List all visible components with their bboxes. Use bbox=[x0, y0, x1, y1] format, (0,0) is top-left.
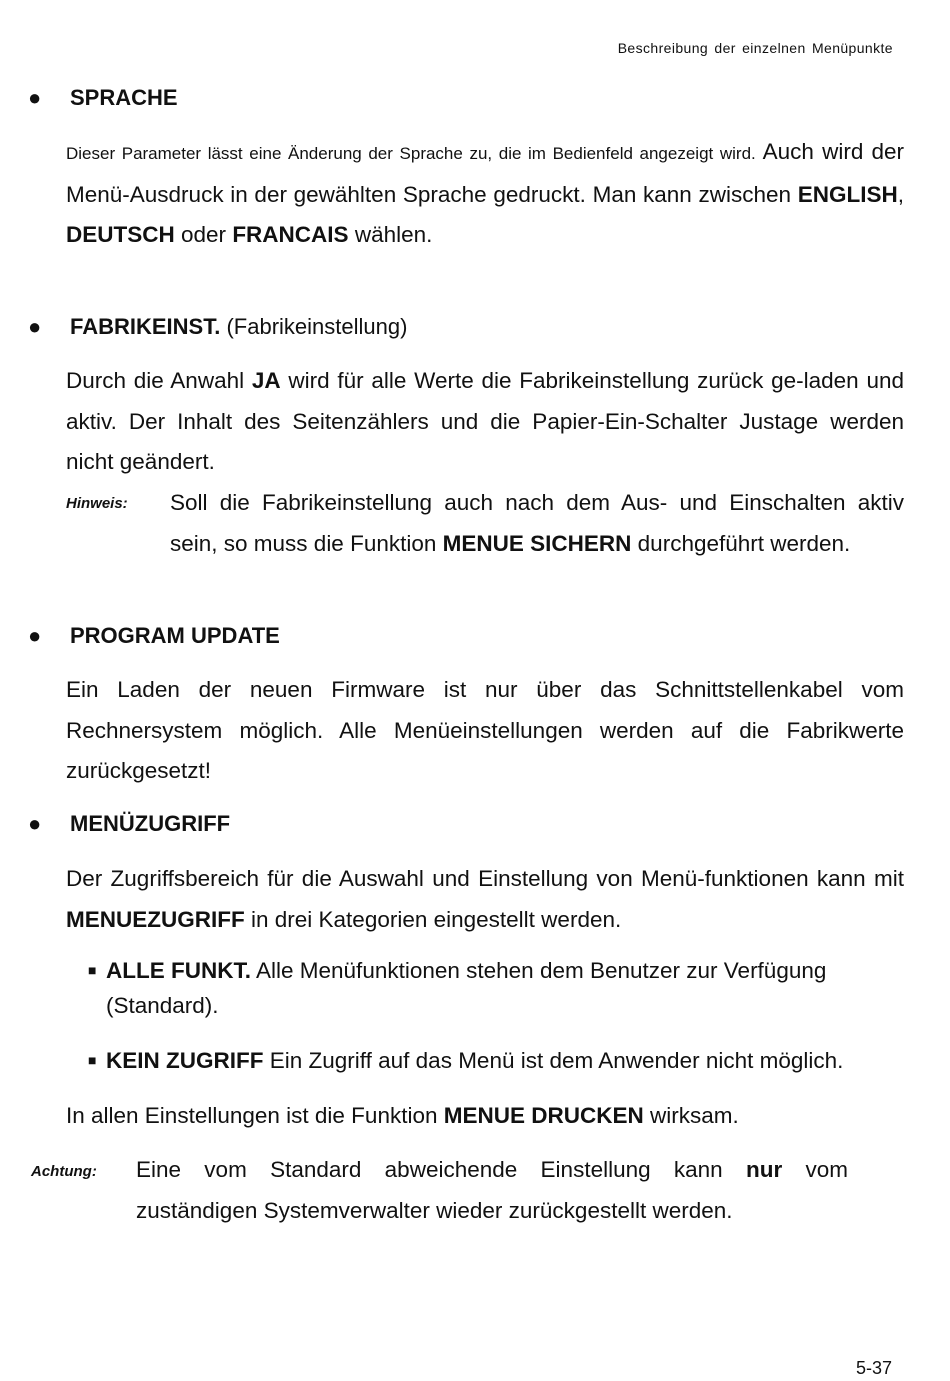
text-oder: oder bbox=[174, 222, 233, 247]
option-description: Alle Menüfunktionen stehen dem Benutzer zur Verfügung (Standard). bbox=[106, 958, 827, 1018]
text: Der Zugriffsbereich für die Auswahl und Einstellung von Menü-funktionen kann mit bbox=[66, 866, 904, 891]
keyword-menuezugriff: MENUEZUGRIFF bbox=[66, 906, 245, 932]
section-title: SPRACHE bbox=[70, 85, 178, 110]
text: durchgeführt werden. bbox=[631, 530, 851, 556]
option-label: ALLE FUNKT. bbox=[106, 958, 251, 983]
text-end: wählen. bbox=[348, 222, 433, 247]
option-deutsch: DEUTSCH bbox=[66, 222, 175, 247]
program-update-paragraph: Ein Laden der neuen Firmware ist nur über das Schnittstellenkabel vom Rechnersystem möglich. Alle Menüeinstellungen werden auf die Fabrikwerte zurückgesetzt! bbox=[66, 677, 904, 783]
text: Durch die Anwahl bbox=[66, 368, 252, 393]
text-comma: , bbox=[897, 181, 904, 207]
page-number: 5-37 bbox=[855, 1358, 892, 1378]
option-label: KEIN ZUGRIFF bbox=[106, 1048, 264, 1073]
note-label: Hinweis: bbox=[66, 495, 128, 512]
square-bullet-icon: ■ bbox=[88, 1052, 97, 1068]
text: in drei Kategorien eingestellt werden. bbox=[244, 906, 622, 932]
section-title bbox=[70, 313, 407, 341]
section-title: PROGRAM UPDATE bbox=[70, 623, 280, 648]
warning-label: Achtung: bbox=[31, 1163, 97, 1180]
keyword-menue-drucken: MENUE DRUCKEN bbox=[443, 1103, 644, 1128]
bullet-icon: ● bbox=[28, 811, 42, 836]
square-bullet-icon: ■ bbox=[88, 962, 97, 978]
keyword-menue-sichern: MENUE SICHERN bbox=[442, 530, 632, 556]
text: Soll die Fabrikeinstellung auch nach dem Aus- und Einschalten aktiv sein, so muss die Funktion bbox=[170, 490, 904, 556]
running-header: Beschreibung der einzelnen Menüpunkte bbox=[617, 40, 893, 56]
title-rest: (Fabrikeinstellung) bbox=[220, 314, 408, 339]
bullet-icon: ● bbox=[28, 623, 42, 648]
all-settings-paragraph bbox=[66, 1096, 904, 1137]
warning-text bbox=[136, 1150, 848, 1231]
bullet-icon: ● bbox=[28, 314, 42, 339]
note-text bbox=[170, 483, 904, 564]
keyword-ja: JA bbox=[251, 368, 281, 393]
title-bold: FABRIKEINST. bbox=[70, 314, 221, 339]
keyword-nur: nur bbox=[745, 1157, 783, 1182]
text: wird für alle Werte die Fabrikeinstellung zurück ge-laden und aktiv. Der Inhalt des Seitenzählers und die Papier-Ein-Schalter Justage werden nicht geändert. bbox=[66, 368, 904, 474]
text: In allen Einstellungen ist die Funktion bbox=[66, 1103, 444, 1128]
text: Eine vom Standard abweichende Einstellung kann bbox=[136, 1157, 746, 1182]
sprache-lead-text: Dieser Parameter lässt eine Änderung der Sprache zu, die im Bedienfeld angezeigt wird. bbox=[66, 144, 756, 163]
list-item-text bbox=[106, 953, 906, 1023]
list-item-text bbox=[106, 1043, 906, 1078]
text: wirksam. bbox=[643, 1103, 739, 1128]
text: vom zuständigen Systemverwalter wieder zurückgestellt werden. bbox=[136, 1157, 848, 1223]
section-title: MENÜZUGRIFF bbox=[70, 811, 231, 836]
menuezugriff-paragraph bbox=[66, 859, 904, 940]
option-description: Ein Zugriff auf das Menü ist dem Anwender nicht möglich. bbox=[263, 1048, 844, 1073]
sprache-paragraph bbox=[66, 132, 904, 256]
option-francais: FRANCAIS bbox=[232, 222, 349, 247]
option-english: ENGLISH bbox=[797, 181, 898, 207]
fabrikeinst-paragraph bbox=[66, 361, 904, 483]
sprache-text: Auch wird der Menü-Ausdruck in der gewählten Sprache gedruckt. Man kann zwischen bbox=[66, 139, 904, 207]
bullet-icon: ● bbox=[28, 85, 42, 110]
